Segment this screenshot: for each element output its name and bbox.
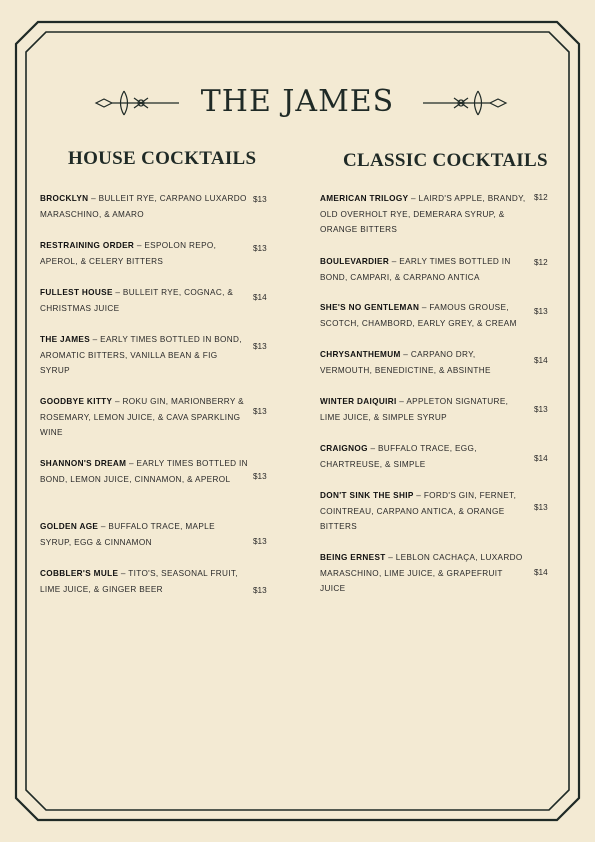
item-name: BROCKLYN	[40, 194, 89, 203]
menu-item	[320, 488, 528, 535]
item-ingredients: – ESPOLON REPO, APEROL, & CELERY BITTERS	[40, 241, 217, 266]
item-name: CHRYSANTHEMUM	[320, 350, 401, 359]
item-ingredients: – ROKU GIN, MARIONBERRY & ROSEMARY, LEMON JUICE, & CAVA SPARKLING WINE	[40, 397, 244, 438]
item-name: THE JAMES	[40, 335, 91, 344]
item-name: SHANNON'S DREAM	[40, 459, 127, 468]
item-name: CRAIGNOG	[320, 444, 368, 453]
item-price: $13	[534, 405, 548, 414]
item-ingredients: – EARLY TIMES BOTTLED IN BOND, CAMPARI, & CARPANO ANTICA	[320, 257, 511, 282]
item-name: WINTER DAIQUIRI	[320, 397, 397, 406]
item-ingredients: – FAMOUS GROUSE, SCOTCH, CHAMBORD, EARLY GREY, & CREAM	[320, 303, 517, 328]
menu-item	[320, 441, 528, 472]
menu-item	[320, 300, 528, 331]
item-price: $12	[534, 258, 548, 267]
item-ingredients: – EARLY TIMES BOTTLED IN BOND, AROMATIC BITTERS, VANILLA BEAN & FIG SYRUP	[40, 335, 242, 376]
item-ingredients: – LAIRD'S APPLE, BRANDY, OLD OVERHOLT RYE, DEMERARA SYRUP, & ORANGE BITTERS	[320, 194, 526, 235]
item-price: $13	[253, 342, 267, 351]
item-name: FULLEST HOUSE	[40, 288, 113, 297]
item-ingredients: – CARPANO DRY, VERMOUTH, BENEDICTINE, & ABSINTHE	[320, 350, 491, 375]
menu-item	[320, 394, 528, 425]
house-cocktails-heading: HOUSE COCKTAILS	[68, 148, 257, 169]
item-price: $14	[534, 568, 548, 577]
menu-item	[40, 519, 248, 550]
item-name: SHE'S NO GENTLEMAN	[320, 303, 420, 312]
item-name: RESTRAINING ORDER	[40, 241, 135, 250]
page-title: THE JAMES	[200, 84, 395, 119]
item-name: DON'T SINK THE SHIP	[320, 491, 414, 500]
item-ingredients: – BULLEIT RYE, CARPANO LUXARDO MARASCHINO, & AMARO	[40, 194, 247, 219]
item-price: $13	[253, 195, 267, 204]
item-ingredients: – BUFFALO TRACE, MAPLE SYRUP, EGG & CINNAMON	[40, 522, 215, 547]
menu-item	[320, 191, 528, 238]
item-price: $13	[253, 407, 267, 416]
item-price: $14	[534, 454, 548, 463]
item-ingredients: – APPLETON SIGNATURE, LIME JUICE, & SIMPLE SYRUP	[320, 397, 509, 422]
item-name: AMERICAN TRILOGY	[320, 194, 409, 203]
item-name: BEING ERNEST	[320, 553, 386, 562]
right-ornament-icon	[422, 88, 508, 118]
item-ingredients: – BUFFALO TRACE, EGG, CHARTREUSE, & SIMPLE	[320, 444, 477, 469]
menu-item	[40, 394, 248, 441]
item-name: GOLDEN AGE	[40, 522, 99, 531]
item-price: $14	[253, 293, 267, 302]
item-name: BOULEVARDIER	[320, 257, 390, 266]
item-price: $13	[534, 503, 548, 512]
item-price: $13	[253, 244, 267, 253]
menu-item	[40, 238, 248, 269]
item-ingredients: – EARLY TIMES BOTTLED IN BOND, LEMON JUICE, CINNAMON, & APEROL	[40, 459, 248, 484]
menu-item	[320, 347, 528, 378]
classic-cocktails-heading: CLASSIC COCKTAILS	[343, 150, 548, 171]
item-name: COBBLER'S MULE	[40, 569, 119, 578]
item-price: $13	[534, 307, 548, 316]
menu-item	[40, 332, 248, 379]
item-ingredients: – TITO'S, SEASONAL FRUIT, LIME JUICE, & GINGER BEER	[40, 569, 238, 594]
item-price: $13	[253, 472, 267, 481]
menu-item	[40, 191, 248, 222]
item-ingredients: – BULLEIT RYE, COGNAC, & CHRISTMAS JUICE	[40, 288, 234, 313]
item-ingredients: – FORD'S GIN, FERNET, COINTREAU, CARPANO ANTICA, & ORANGE BITTERS	[320, 491, 517, 532]
item-price: $12	[534, 193, 548, 202]
item-ingredients: – LEBLON CACHAÇA, LUXARDO MARASCHINO, LIME JUICE, & GRAPEFRUIT JUICE	[320, 553, 523, 594]
item-price: $13	[253, 586, 267, 595]
menu-item	[40, 566, 248, 597]
menu-item	[40, 456, 248, 487]
item-name: GOODBYE KITTY	[40, 397, 113, 406]
item-price: $14	[534, 356, 548, 365]
menu-item	[40, 285, 248, 316]
item-price: $13	[253, 537, 267, 546]
menu-item	[320, 254, 528, 285]
menu-item	[320, 550, 528, 597]
